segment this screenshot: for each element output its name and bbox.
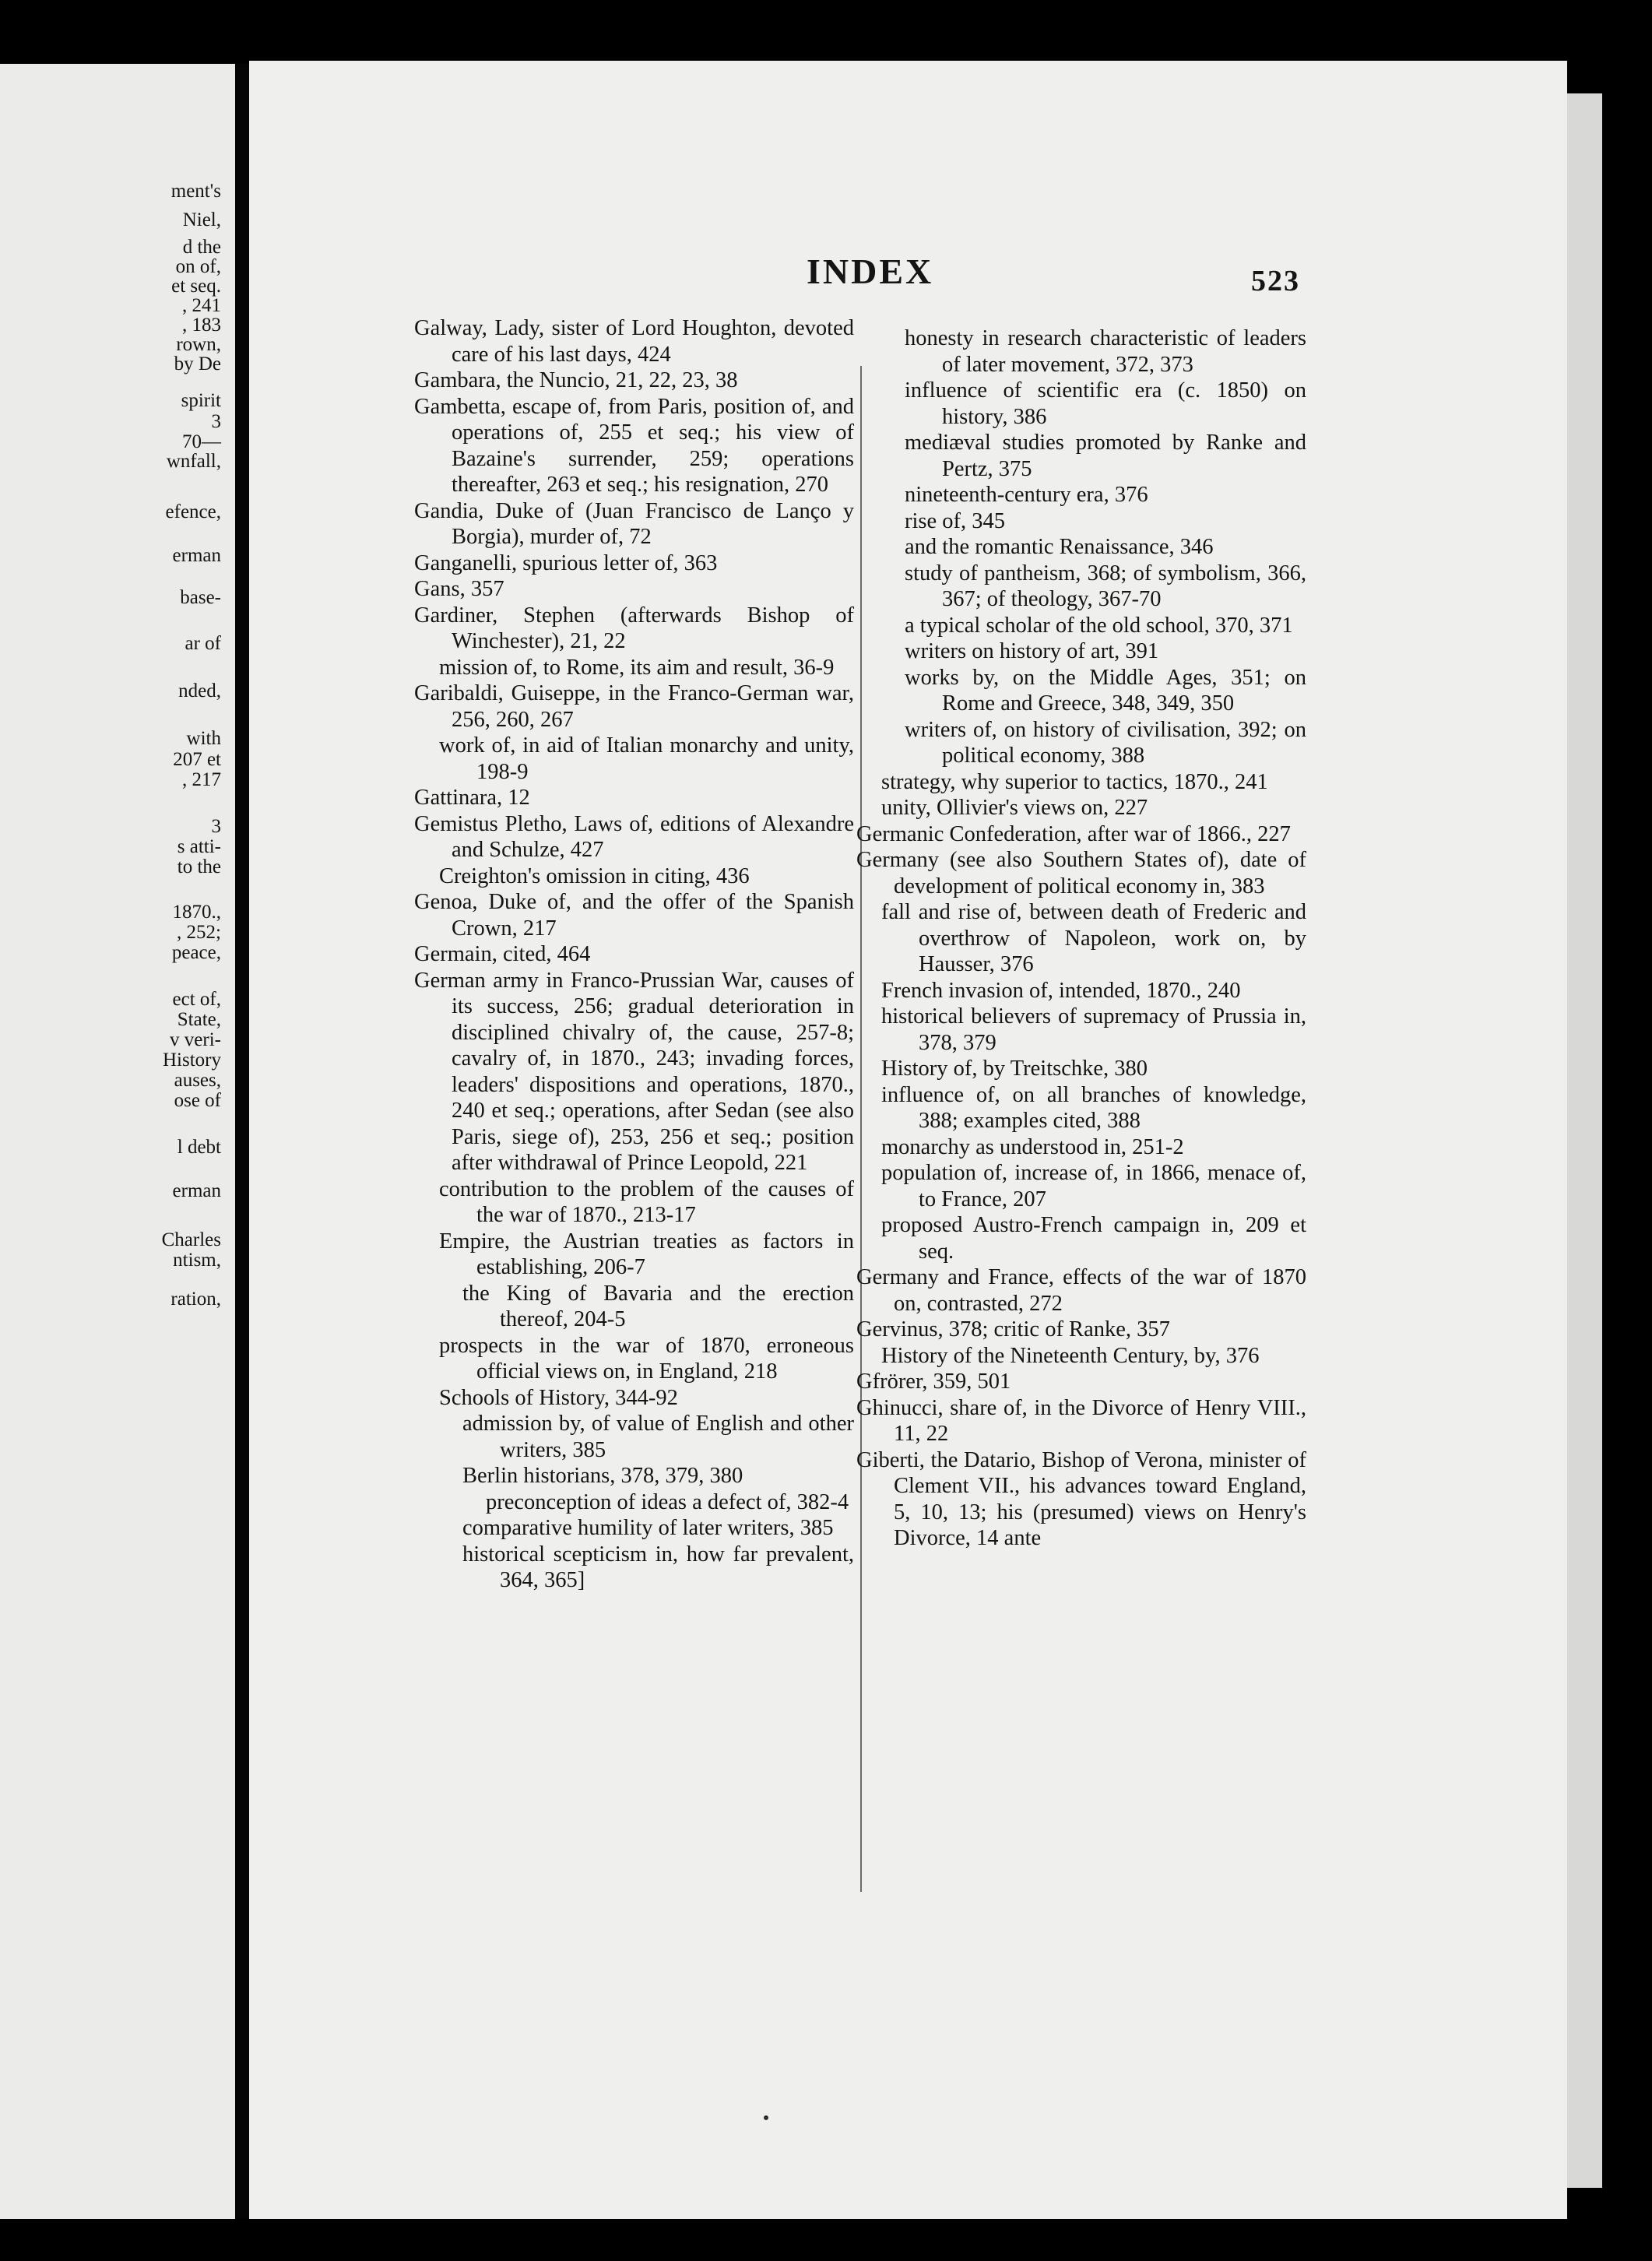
index-entry: proposed Austro-French campaign in, 209 et seq.	[881, 1213, 1306, 1264]
index-entry: Creighton's omission in citing, 436	[439, 863, 750, 888]
index-entry: Gattinara, 12	[414, 786, 530, 810]
index-column-left	[414, 315, 854, 1594]
index-entry: admission by, of value of English and other writers, 385	[462, 1412, 854, 1462]
left-page-line: on of,	[175, 256, 221, 277]
index-entry: French invasion of, intended, 1870., 240	[881, 978, 1241, 1003]
index-entry: Germanic Confederation, after war of 1866., 227	[856, 821, 1291, 846]
index-entry: Gambara, the Nuncio, 21, 22, 23, 38	[414, 368, 738, 392]
index-entry: Ganganelli, spurious letter of, 363	[414, 550, 718, 575]
index-entry: historical scepticism in, how far prevalent, 364, 365]	[462, 1542, 854, 1592]
index-entry: strategy, why superior to tactics, 1870., 241	[881, 769, 1268, 794]
index-entry: Gardiner, Stephen (afterwards Bishop of Winchester), 21, 22	[414, 603, 854, 653]
index-entry: Gfrörer, 359, 501	[856, 1370, 1011, 1394]
left-page-line: s atti-	[177, 836, 221, 857]
left-page-line: rown,	[176, 334, 221, 355]
left-page-line: State,	[177, 1009, 221, 1030]
index-entry: nineteenth-century era, 376	[905, 483, 1148, 507]
index-entry: and the romantic Renaissance, 346	[905, 535, 1214, 559]
left-page-line: erman	[172, 1180, 221, 1201]
left-page-line: Charles	[161, 1229, 221, 1250]
left-page-line: ar of	[185, 633, 221, 654]
index-entry: Gervinus, 378; critic of Ranke, 357	[856, 1317, 1170, 1341]
index-entry: Giberti, the Datario, Bishop of Verona, minister of Clement VII., his advances toward England, 5, 10, 13; his (presumed) views on Henry's Divorce, 14 ante	[856, 1447, 1306, 1550]
index-entry: unity, Ollivier's views on, 227	[881, 796, 1148, 820]
left-page-line: peace,	[171, 942, 221, 963]
index-entry: fall and rise of, between death of Frederic and overthrow of Napoleon, work on, by Hausser, 376	[881, 900, 1306, 976]
index-entry: population of, increase of, in 1866, menace of, to France, 207	[881, 1161, 1306, 1211]
index-entry: writers of, on history of civilisation, 392; on political economy, 388	[905, 717, 1306, 768]
left-page-line: efence,	[165, 501, 221, 522]
index-entry: Galway, Lady, sister of Lord Houghton, devoted care of his last days, 424	[414, 316, 854, 367]
index-entry: Ghinucci, share of, in the Divorce of Henry VIII., 11, 22	[856, 1395, 1306, 1446]
left-page-line: auses,	[174, 1070, 221, 1091]
left-page-line: ose of	[174, 1090, 221, 1111]
left-page-line: ment's	[170, 181, 221, 202]
index-entry: contribution to the problem of the causes of the war of 1870., 213-17	[439, 1176, 854, 1227]
index-entry: Schools of History, 344-92	[439, 1385, 678, 1410]
book-gutter	[235, 64, 249, 2219]
left-page-line: , 252;	[177, 922, 221, 943]
left-page-line: Niel,	[182, 209, 221, 230]
index-entry: prospects in the war of 1870, erroneous official views on, in England, 218	[439, 1333, 854, 1384]
index-entry: rise of, 345	[905, 508, 1006, 533]
index-entry: monarchy as understood in, 251-2	[881, 1134, 1184, 1159]
index-entry: writers on history of art, 391	[905, 639, 1159, 663]
index-entry: History of, by Treitschke, 380	[881, 1057, 1148, 1081]
left-page-line: base-	[180, 587, 221, 608]
index-entry: Berlin historians, 378, 379, 380	[462, 1464, 743, 1488]
index-entry: the King of Bavaria and the erection thereof, 204-5	[462, 1281, 854, 1331]
left-page-line: wnfall,	[166, 451, 221, 472]
left-page-line: ntism,	[173, 1250, 221, 1271]
index-column-right	[856, 325, 1306, 1552]
index-entry: Empire, the Austrian treaties as factors in establishing, 206-7	[439, 1229, 854, 1279]
left-page-line: 3	[211, 816, 221, 837]
scan-speck	[764, 2115, 768, 2120]
left-page-line: History	[163, 1050, 221, 1071]
left-page-line: 1870.,	[172, 902, 221, 923]
left-page-line: et seq.	[171, 276, 221, 297]
left-page-line: 70—	[182, 431, 221, 452]
index-entry: influence of, on all branches of knowledge, 388; examples cited, 388	[881, 1082, 1306, 1133]
index-entry: Germany and France, effects of the war of 1870 on, contrasted, 272	[856, 1265, 1306, 1316]
index-entry: honesty in research characteristic of leaders of later movement, 372, 373	[905, 326, 1306, 377]
left-page-line: ration,	[170, 1289, 221, 1310]
index-entry: History of the Nineteenth Century, by, 376	[881, 1343, 1260, 1368]
index-entry: mediæval studies promoted by Ranke and Pertz, 375	[905, 431, 1306, 481]
left-page-line: , 217	[182, 769, 221, 790]
left-page-line: 3	[211, 411, 221, 432]
index-entry: Gans, 357	[414, 577, 504, 601]
index-entry: Germany (see also Southern States of), date of development of political economy in, 383	[856, 848, 1306, 898]
index-entry: works by, on the Middle Ages, 351; on Rome and Greece, 348, 349, 350	[905, 665, 1306, 716]
index-entry: historical believers of supremacy of Prussia in, 378, 379	[881, 1004, 1306, 1055]
left-page-line: nded,	[178, 680, 221, 702]
left-page-line: ect of,	[172, 989, 221, 1010]
index-entry: comparative humility of later writers, 385	[462, 1516, 834, 1540]
left-page-line: , 241	[182, 295, 221, 316]
index-entry: preconception of ideas a defect of, 382-4	[486, 1489, 849, 1514]
left-page-line: spirit	[181, 390, 221, 411]
index-entry: Gandia, Duke of (Juan Francisco de Lanço y Borgia), murder of, 72	[414, 498, 854, 549]
left-page-line: l debt	[177, 1137, 221, 1158]
left-page-line: with	[186, 728, 221, 749]
index-entry: study of pantheism, 368; of symbolism, 366, 367; of theology, 367-70	[905, 561, 1306, 611]
index-entry: Germain, cited, 464	[414, 942, 591, 966]
index-entry: mission of, to Rome, its aim and result, 36-9	[439, 655, 835, 680]
left-page-line: d the	[182, 237, 221, 258]
index-entry: influence of scientific era (c. 1850) on history, 386	[905, 378, 1306, 429]
index-entry: Garibaldi, Guiseppe, in the Franco-German war, 256, 260, 267	[414, 681, 854, 732]
left-page-line: 207 et	[173, 749, 221, 770]
index-entry: Gambetta, escape of, from Paris, position of, and operations of, 255 et seq.; his view of Bazaine's surrender, 259; operations thereafter, 263 et seq.; his resignation, 270	[414, 394, 854, 497]
left-page-line: erman	[172, 545, 221, 566]
page-title: INDEX	[807, 251, 934, 291]
index-entry: Genoa, Duke of, and the offer of the Spanish Crown, 217	[414, 890, 854, 941]
left-page-fragment	[0, 64, 235, 2219]
left-page-line: by De	[174, 353, 221, 374]
index-entry: work of, in aid of Italian monarchy and unity, 198-9	[439, 733, 854, 784]
left-page-line: to the	[177, 856, 221, 877]
left-page-line: v veri-	[170, 1029, 221, 1050]
index-entry: Gemistus Pletho, Laws of, editions of Alexandre and Schulze, 427	[414, 811, 854, 862]
page-number: 523	[1251, 265, 1300, 297]
page-edge	[1567, 93, 1602, 2188]
left-page-line: , 183	[182, 315, 221, 336]
index-entry: a typical scholar of the old school, 370, 371	[905, 613, 1293, 638]
index-entry: German army in Franco-Prussian War, causes of its success, 256; gradual deterioration in disciplined chivalry of, the cause, 257-8; cavalry of, in 1870., 243; invading forces, leaders' dispositions and operations, 1870., 240 et seq.; operations, after Sedan (see also Paris, siege of), 253, 256 et seq.; position after withdrawal of Prince Leopold, 221	[414, 968, 854, 1175]
